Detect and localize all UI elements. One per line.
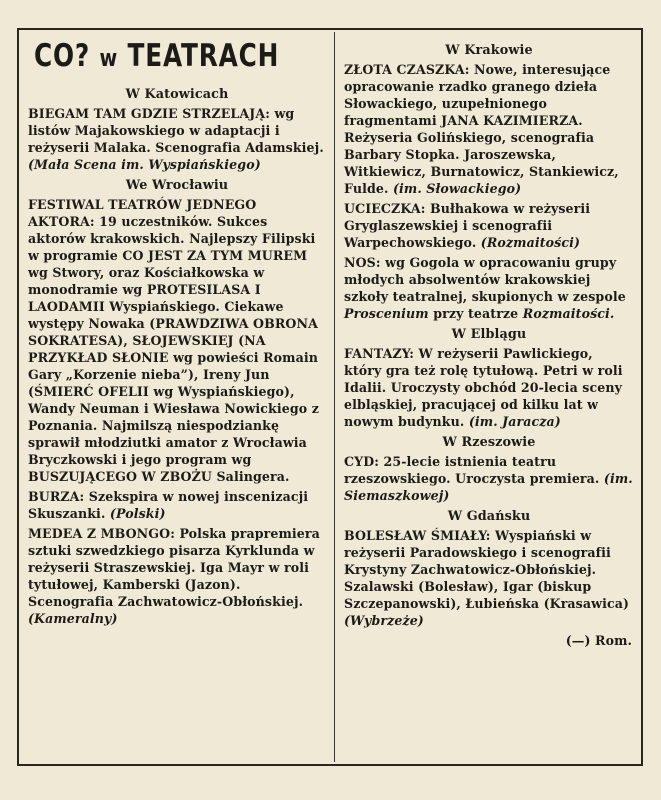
listing-text: Bułhakowa w reżyserii Gryglaszewskiej i scenografii Warpechowskiego. — [344, 201, 591, 250]
listing-entry — [344, 345, 634, 430]
listing-entry — [28, 488, 326, 522]
venue: (Wybrzeże) — [344, 613, 424, 628]
listing-entry — [344, 527, 634, 629]
venue: (Mała Scena im. Wyspiańskiego) — [28, 157, 261, 172]
venue: (im. Siemaszkowej) — [344, 471, 633, 503]
venue: (im. Jaracza) — [468, 414, 561, 429]
listing-text: Wyspiański w reżyserii Paradowskiego i scenografii Krystyny Zachwatowicz-Obłońskiej. Szalawski (Bolesław), Igar (biskup Szczepanowski), Łubieńska (Krasawica) — [344, 528, 630, 611]
city-heading: W Krakowie — [445, 43, 533, 58]
listing-text: przy teatrze — [428, 306, 523, 321]
listing-entry — [28, 525, 326, 627]
play-title: ZŁOTA CZASZKA: — [344, 62, 470, 77]
listing-text: wg Gogola w opracowaniu grupy młodych absolwentów krakowskiej szkoły teatralnej, skupionych w zespole — [344, 255, 626, 304]
play-title: NOS: — [344, 255, 381, 270]
left-column — [28, 36, 326, 630]
play-title: CYD: — [344, 454, 379, 469]
title-preposition: w — [99, 44, 119, 72]
column-divider — [334, 32, 335, 762]
city-heading: W Rzeszowie — [442, 435, 536, 450]
play-title: FANTAZY: — [344, 346, 415, 361]
listing-text: Szekspira w nowej inscenizacji Skuszanki. — [28, 489, 309, 521]
play-title: BOLESŁAW ŚMIAŁY: — [344, 528, 491, 543]
city-heading: W Gdańsku — [447, 509, 531, 524]
venue: (Rozmaitości) — [480, 235, 581, 250]
venue: Proscenium — [344, 306, 429, 321]
listing-entry — [28, 105, 326, 173]
listing-entry — [344, 200, 634, 251]
title-theatres: TEATRACH — [127, 38, 280, 74]
listing-text: W reżyserii Pawlickiego, który gra też rolę tytułową. Petri w roli Idalii. Uroczysty obchód 20-lecia sceny elbląskiej, pracującej od kilku lat w nowym budynku. — [344, 346, 623, 429]
article-title — [34, 36, 280, 78]
city-heading: We Wrocławiu — [125, 178, 229, 193]
listing-text: wg listów Majakowskiego w adaptacji i reżyserii Malaka. Scenografia Adamskiej. — [28, 106, 324, 155]
listing-text: Polska prapremiera sztuki szwedzkiego pisarza Kyrklunda w reżyserii Straszewskiej. Iga Mayr w roli tytułowej, Kamberski (Jazon). Scenografia Zachwatowicz-Obłońskiej. — [28, 526, 320, 609]
title-question: CO? — [34, 38, 91, 74]
play-title: BIEGAM TAM GDZIE STRZELAJĄ: — [28, 106, 270, 121]
listing-entry — [344, 453, 634, 504]
listing-entry — [28, 196, 326, 485]
play-title: FESTIWAL TEATRÓW JEDNEGO AKTORA: — [28, 197, 257, 229]
city-heading: W Elblągu — [451, 327, 527, 342]
city-heading: W Katowicach — [125, 87, 229, 102]
listing-entry — [344, 61, 634, 197]
play-title: BURZA: — [28, 489, 85, 504]
venue: (Polski) — [109, 506, 166, 521]
listing-text: Nowe, interesujące opracowanie rzadko granego dzieła Słowackiego, uzupełnionego fragmentami JANA KAZIMIERZA. Reżyseria Golińskiego, scenografia Barbary Stopka. Jaroszewska, Witkiewicz, Burnatowicz, Stankiewicz, Fulde. — [344, 62, 619, 196]
venue: Rozmaitości. — [522, 306, 615, 321]
play-title: UCIECZKA: — [344, 201, 426, 216]
right-column — [344, 38, 634, 649]
play-title: MEDEA Z MBONGO: — [28, 526, 175, 541]
listing-text: 25-lecie istnienia teatru rzeszowskiego. Uroczysta premiera. — [344, 454, 604, 486]
venue: (im. Słowackiego) — [392, 181, 522, 196]
venue: (Kameralny) — [28, 611, 118, 626]
listing-entry — [344, 254, 634, 322]
author-signature: (—) Rom. — [565, 633, 632, 648]
listing-text: 19 uczestników. Sukces aktorów krakowskich. Najlepszy Filipski w programie CO JEST ZA TYM MUREM wg Stwory, oraz Kościałkowska w monodramie wg PROTESILASA I LAODAMII Wyspiańskiego. Ciekawe występy Nowaka (PRAWDZIWA OBRONA SOKRATESA), SŁOJEWSKIEJ (NA PRZYKŁAD SŁONIE wg powieści Romain Gary „Korzenie nieba”), Ireny Jun (ŚMIERĆ OFELII wg Wyspiańskiego), Wandy Neuman i Wiesława Nowickiego z Poznania. Najmilszą niespodziankę sprawił młodziutki amator z Wrocławia Bryczkowski i jego program wg BUSZUJĄCEGO W ZBOŻU Salingera. — [28, 214, 320, 484]
